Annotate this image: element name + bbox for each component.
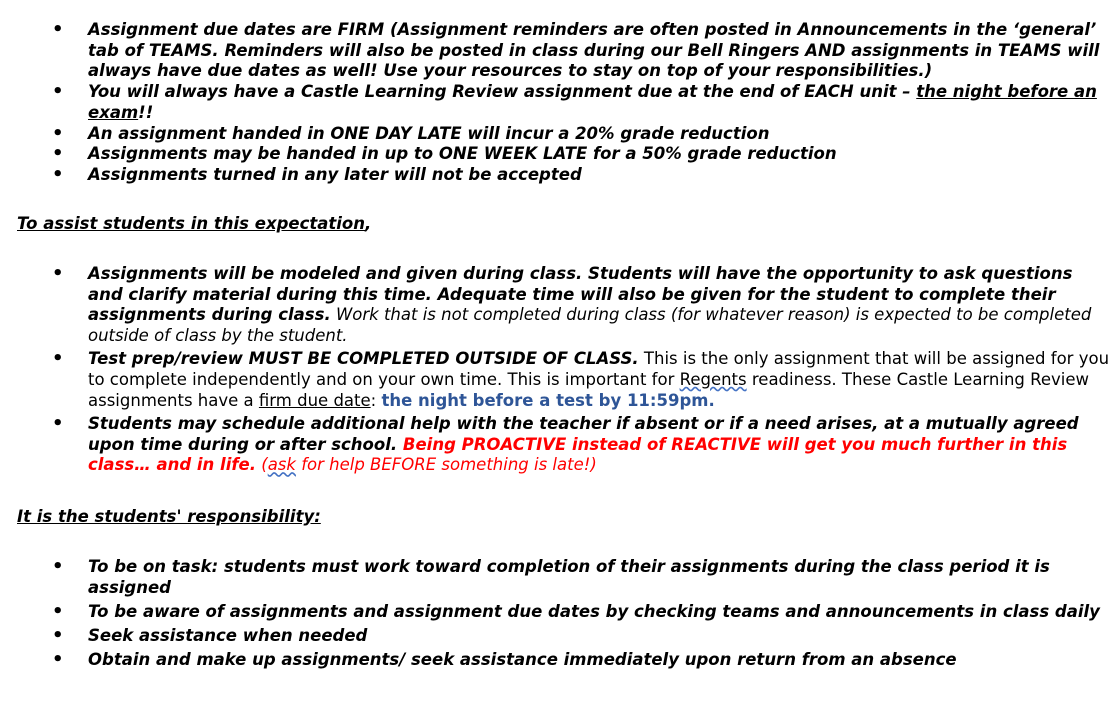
bullet-icon: •	[52, 163, 64, 185]
bullet-icon: •	[52, 413, 64, 435]
late-policy-list	[0, 20, 1110, 186]
list-item	[0, 264, 1110, 346]
list-item	[0, 82, 1110, 123]
heading-text: To assist students in this expectation	[17, 214, 366, 233]
list-item-text: Seek assistance when needed	[88, 626, 368, 645]
bullet-icon: •	[52, 556, 64, 577]
list-item	[0, 349, 1110, 411]
bullet-icon: •	[52, 601, 64, 622]
responsibility-list	[0, 556, 1110, 673]
assist-list	[0, 264, 1110, 479]
bullet-icon: •	[52, 19, 64, 40]
list-item-text: Assignments turned in any later will not be accepted	[88, 164, 582, 184]
colon-text: :	[370, 390, 382, 410]
red-italic-text: (	[256, 455, 268, 475]
underlined-text: the night before an exam	[88, 82, 1097, 122]
list-item-bold-text: Students may schedule additional help with the teacher if absent or if a need arises, at a mutually agreed upon time during or after school.	[88, 414, 1079, 454]
spellcheck-word: Regents	[679, 369, 747, 389]
list-item	[0, 414, 1110, 476]
bullet-icon: •	[52, 122, 64, 144]
list-item-text-end: !!	[138, 102, 154, 122]
list-item-bold-text: Test prep/review MUST BE COMPLETED OUTSIDE OF CLASS.	[88, 349, 639, 369]
list-item-plain-text: This is the only assignment that will be assigned for you to complete independently and on your own time. This is important for	[88, 349, 1110, 389]
list-item	[0, 144, 1110, 165]
list-item-text: An assignment handed in ONE DAY LATE will incur a 20% grade reduction	[88, 123, 770, 143]
list-item-text: Assignments may be handed in up to ONE WEEK LATE for a 50% grade reduction	[88, 144, 837, 164]
bullet-icon: •	[52, 348, 64, 370]
list-item	[0, 556, 1110, 598]
list-item-italic-text: Work that is not completed during class (for whatever reason) is expected to be completed outside of class by the student.	[88, 305, 1092, 345]
list-item	[0, 20, 1110, 82]
proactive-text: Being PROACTIVE instead of REACTIVE will get you much further in this class… and in life.	[88, 434, 1068, 475]
bullet-icon: •	[52, 81, 64, 103]
list-item-text: To be on task: students must work toward completion of their assignments during the class period it is assigned	[88, 557, 1050, 597]
deadline-text: the night before a test by 11:59pm.	[381, 390, 715, 410]
list-item	[0, 625, 1110, 646]
section-heading-responsibility	[17, 506, 321, 527]
bullet-icon: •	[52, 143, 64, 165]
bullet-icon: •	[52, 649, 64, 670]
list-item-text: To be aware of assignments and assignment due dates by checking teams and announcements in class daily	[88, 602, 1100, 621]
spellcheck-word: ask	[267, 455, 296, 475]
list-item-text: You will always have a Castle Learning Review assignment due at the end of EACH unit –	[88, 82, 917, 102]
bullet-icon: •	[52, 263, 64, 284]
list-item	[0, 124, 1110, 145]
list-item-text: Assignment due dates are FIRM (Assignment reminders are often posted in Announcements in the ‘general’ tab of TEAMS. Reminders will also be posted in class during our Bell Ringers AND assignments in TEAMS will always have due dates as well! Use your resources to stay on top of your responsibilities.)	[88, 20, 1100, 81]
heading-text: It is the students' responsibility:	[17, 507, 321, 526]
section-heading-assist	[17, 213, 371, 234]
underlined-text: firm due date	[258, 390, 371, 410]
list-item	[0, 165, 1110, 186]
red-italic-text: for help BEFORE something is late!)	[295, 455, 597, 475]
heading-comma: ,	[365, 214, 372, 233]
list-item	[0, 649, 1110, 670]
list-item-bold-text: Assignments will be modeled and given during class. Students will have the opportunity to ask questions and clarify material during this time. Adequate time will also be given for the student to complete their assignments during class.	[88, 264, 1073, 325]
list-item-text: Obtain and make up assignments/ seek assistance immediately upon return from an absence	[88, 650, 957, 669]
bullet-icon: •	[52, 625, 64, 646]
list-item	[0, 601, 1110, 622]
list-item-plain-text: readiness. These Castle Learning Review assignments have a	[88, 369, 1090, 410]
